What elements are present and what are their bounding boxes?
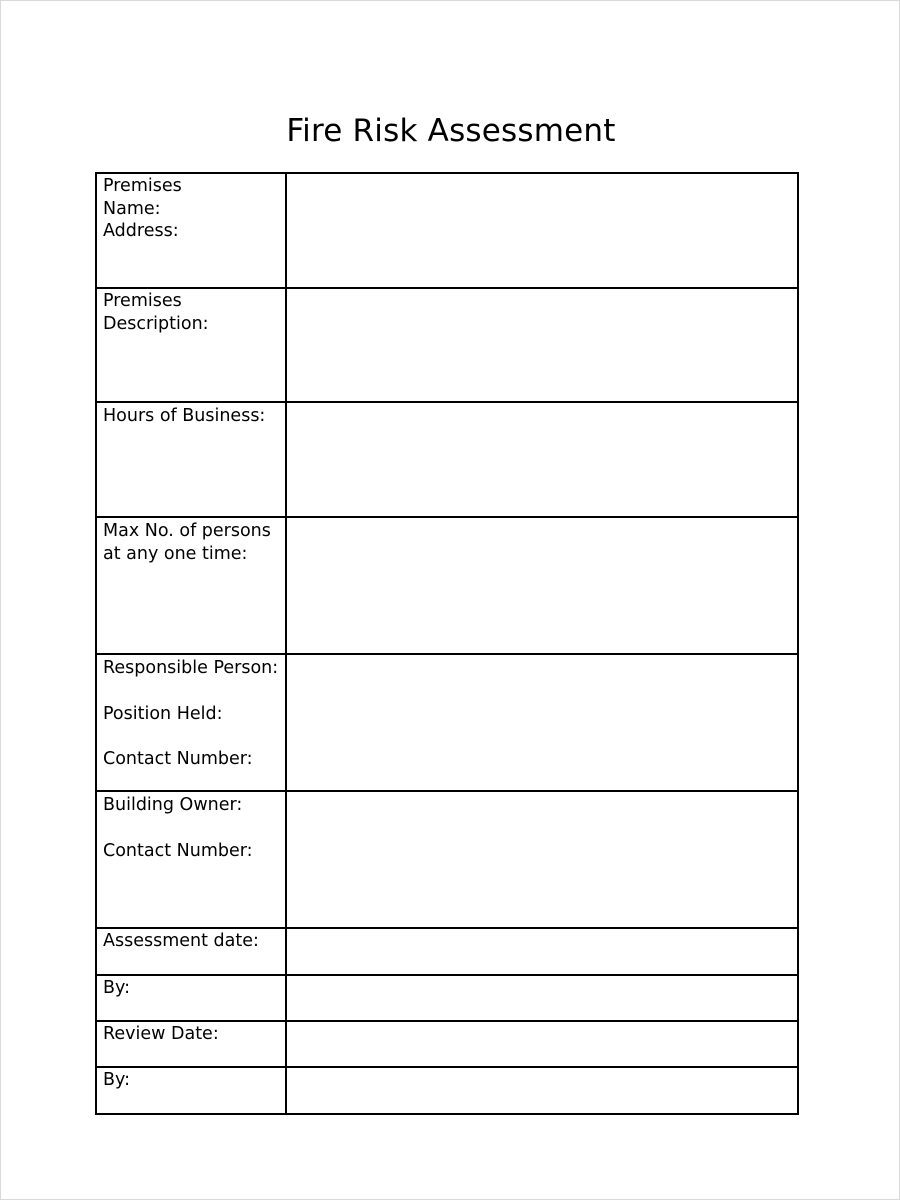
hours-of-business-label: Hours of Business: [103,406,266,426]
form-row-assessed-by [96,975,798,1021]
assessment-form-table [95,172,799,1115]
form-row-assessment-date [96,928,798,975]
reviewed-by-label: By: [103,1070,130,1090]
form-row-premises-description [96,288,798,402]
responsible-person-label: Responsible Person: [103,658,279,678]
hours-of-business-field[interactable] [286,402,798,517]
premises-description-field[interactable] [286,288,798,402]
label-cell [96,402,286,517]
label-cell [96,975,286,1021]
label-cell [96,1021,286,1067]
premises-description-label: Premises Description: [103,291,209,334]
review-date-label: Review Date: [103,1024,219,1044]
max-persons-field[interactable] [286,517,798,654]
reviewed-by-field[interactable] [286,1067,798,1114]
form-row-responsible-person [96,654,798,791]
building-owner-label: Building Owner: [103,795,243,815]
form-row-review-date [96,1021,798,1067]
review-date-field[interactable] [286,1021,798,1067]
assessment-date-field[interactable] [286,928,798,975]
responsible-person-field[interactable] [286,654,798,791]
assessed-by-field[interactable] [286,975,798,1021]
form-row-reviewed-by [96,1067,798,1114]
label-cell [96,1067,286,1114]
assessed-by-label: By: [103,978,130,998]
label-cell [96,791,286,928]
form-row-max-persons [96,517,798,654]
max-persons-label: Max No. of persons at any one time: [103,521,271,564]
form-row-building-owner [96,791,798,928]
building-owner-field[interactable] [286,791,798,928]
position-held-label: Position Held: [103,703,223,724]
document-title: Fire Risk Assessment [286,113,616,149]
label-cell [96,654,286,791]
premises-name-field[interactable] [286,173,798,288]
form-row-hours-of-business [96,402,798,517]
label-cell [96,288,286,402]
responsible-contact-number-label: Contact Number: [103,749,253,769]
label-cell [96,517,286,654]
assessment-date-label: Assessment date: [103,931,259,951]
label-cell [96,173,286,288]
label-cell [96,928,286,975]
premises-name-label: Premises Name: Address: [103,176,182,241]
form-row-premises-name [96,173,798,288]
owner-contact-number-label: Contact Number: [103,840,253,861]
